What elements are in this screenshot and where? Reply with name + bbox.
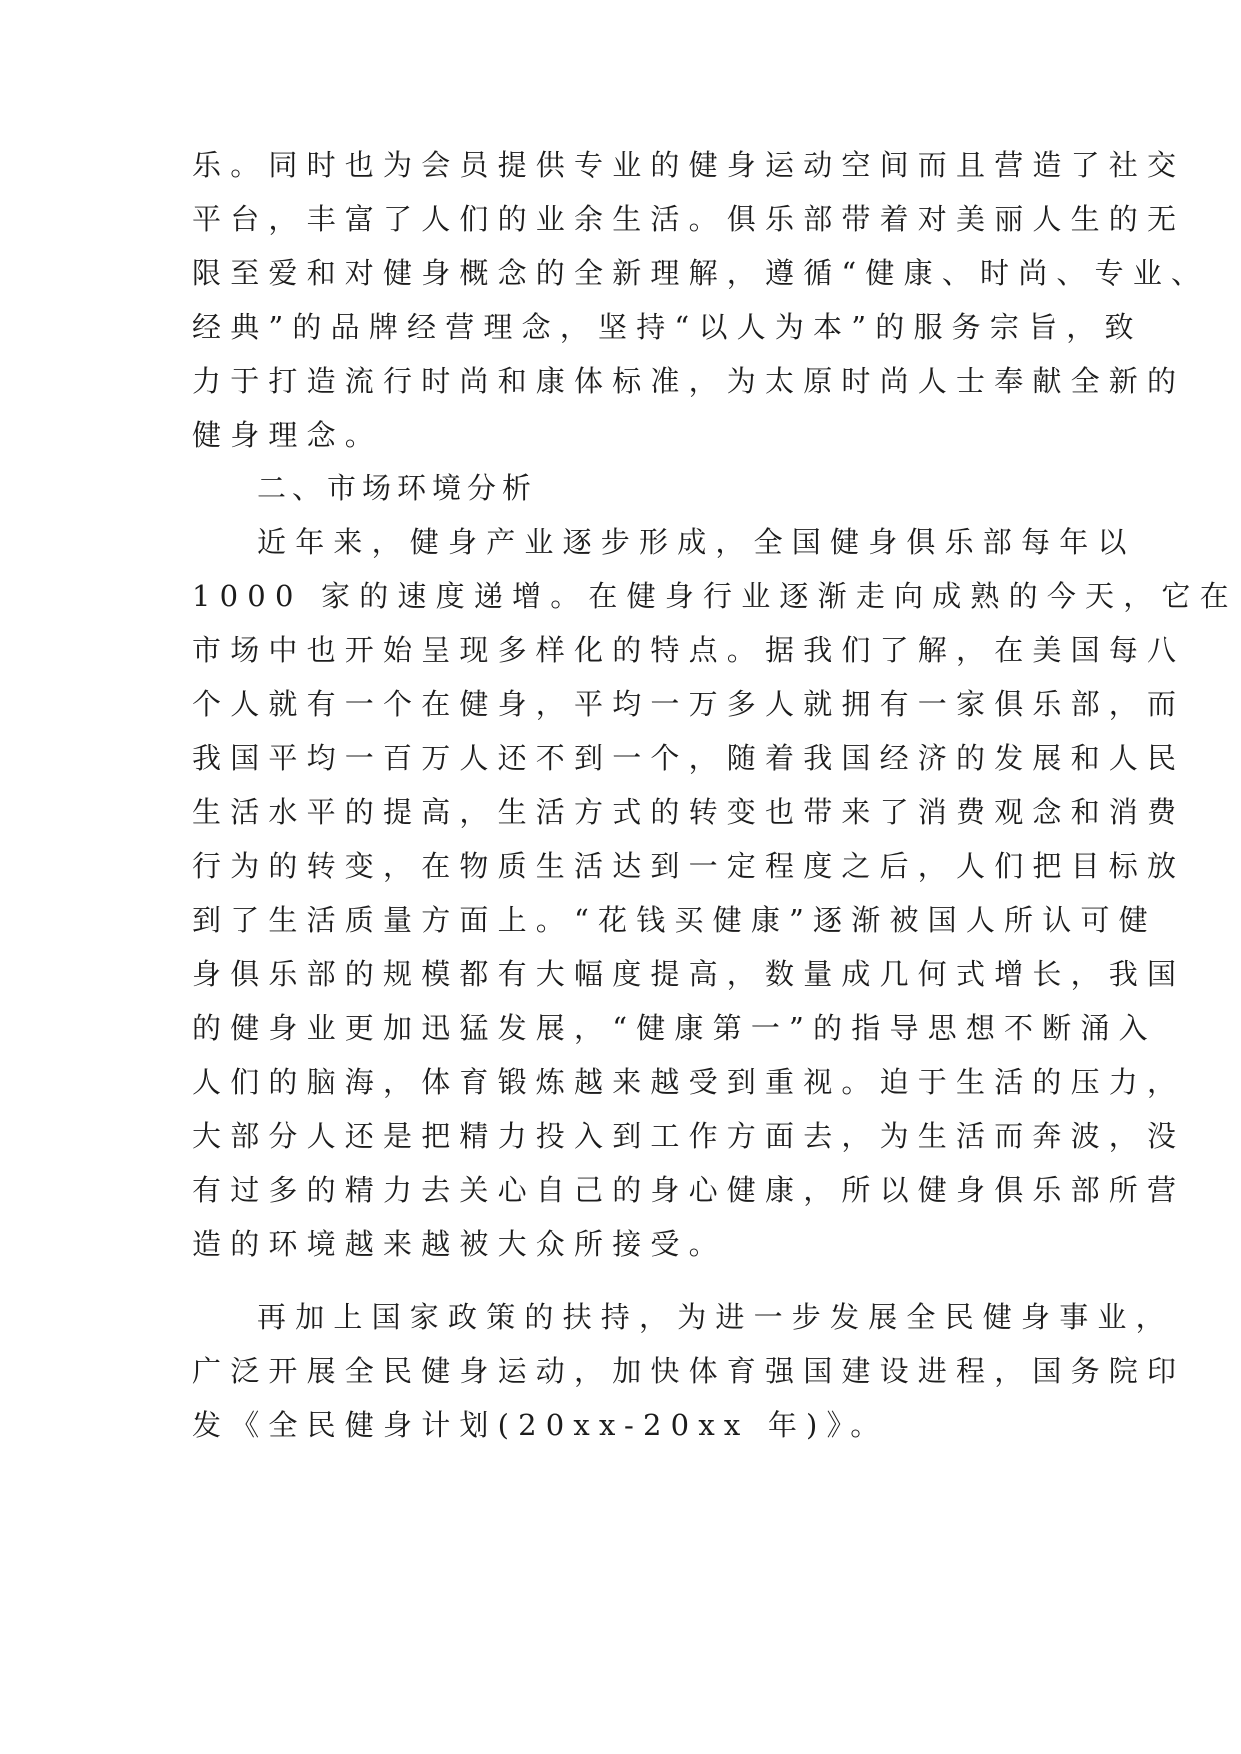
paragraph-2-line-9: 身俱乐部的规模都有大幅度提高，数量成几何式增长，我国 [192,957,1186,991]
paragraph-1-line-5: 力于打造流行时尚和康体标准，为太原时尚人士奉献全新的 [192,364,1186,398]
paragraph-2-line-11: 人们的脑海，体育锻炼越来越受到重视。迫于生活的压力， [192,1065,1186,1099]
paragraph-2-line-4: 个人就有一个在健身，平均一万多人就拥有一家俱乐部，而 [192,687,1186,721]
paragraph-2-line-5: 我国平均一百万人还不到一个，随着我国经济的发展和人民 [192,741,1186,775]
paragraph-3-line-3: 发《全民健身计划(20xx-20xx 年)》。 [192,1408,889,1442]
paragraph-1-line-2: 平台，丰富了人们的业余生活。俱乐部带着对美丽人生的无 [192,202,1186,236]
paragraph-2-line-10: 的健身业更加迅猛发展，“健康第一”的指导思想不断涌入 [192,1011,1157,1045]
paragraph-2-line-13: 有过多的精力去关心自己的身心健康，所以健身俱乐部所营 [192,1173,1186,1207]
paragraph-2-line-14: 造的环境越来越被大众所接受。 [192,1227,727,1261]
paragraph-1-line-3: 限至爱和对健身概念的全新理解，遵循“健康、时尚、专业、 [192,256,1210,290]
paragraph-2-line-7: 行为的转变，在物质生活达到一定程度之后，人们把目标放 [192,849,1186,883]
paragraph-2-line-12: 大部分人还是把精力投入到工作方面去，为生活而奔波，没 [192,1119,1186,1153]
paragraph-1-line-1: 乐。同时也为会员提供专业的健身运动空间而且营造了社交 [192,148,1186,182]
section-heading: 二、市场环境分析 [257,471,538,505]
paragraph-1-line-6: 健身理念。 [192,418,384,452]
paragraph-1-line-4: 经典”的品牌经营理念，坚持“以人为本”的服务宗旨，致 [192,310,1143,344]
paragraph-2-line-1: 近年来，健身产业逐步形成，全国健身俱乐部每年以 [257,525,1136,559]
paragraph-2-line-2: 1000 家的速度递增。在健身行业逐渐走向成熟的今天，它在 [192,579,1238,613]
paragraph-3-line-1: 再加上国家政策的扶持，为进一步发展全民健身事业， [257,1300,1174,1334]
paragraph-2-line-3: 市场中也开始呈现多样化的特点。据我们了解，在美国每八 [192,633,1186,667]
paragraph-2-line-6: 生活水平的提高，生活方式的转变也带来了消费观念和消费 [192,795,1186,829]
paragraph-3-line-2: 广泛开展全民健身运动，加快体育强国建设进程，国务院印 [192,1354,1186,1388]
paragraph-2-line-8: 到了生活质量方面上。“花钱买健康”逐渐被国人所认可健 [192,903,1157,937]
